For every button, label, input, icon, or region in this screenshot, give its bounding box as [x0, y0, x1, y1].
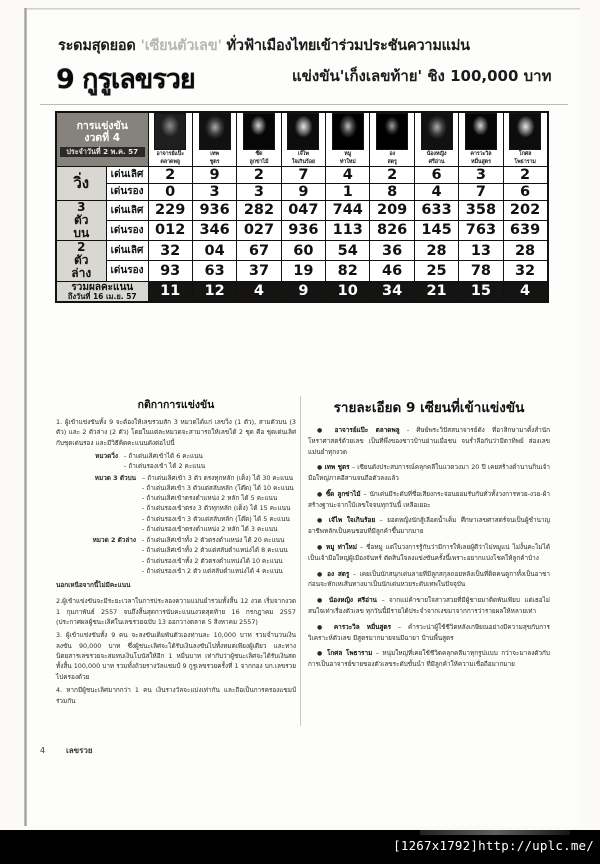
profile-name-1: เทพ ชูตร [324, 463, 350, 472]
player-name-3-line2: ใจเกินร้อย [291, 158, 315, 165]
rule-run-line-0: - ถ้าเด่นเลิศเข้าได้ 6 คะแนน [124, 452, 203, 461]
cell-run-second-3: 9 [281, 183, 325, 200]
rule-group-run [56, 451, 296, 472]
rule-top3-line-5: - ถ้าเด่นรองเข้าตรงตำแหน่ง 2 หลัก ได้ 3 คะแนน [142, 524, 278, 533]
cell-run-main-5: 2 [370, 166, 414, 183]
rule-group-run-label: หมวดวิ่ง [95, 452, 118, 461]
cell-bot2-second-6: 25 [414, 261, 458, 281]
player-name-6-line1: น้องหญิง [426, 151, 447, 157]
total-label-line1: รวมผลคะแนน [71, 281, 134, 293]
player-name-7-line1: คารวะวิล [470, 151, 492, 157]
table-total-row [56, 281, 548, 302]
player-header-1 [192, 112, 236, 166]
cell-run-second-8: 6 [503, 183, 547, 200]
cell-run-main-8: 2 [503, 166, 547, 183]
player-header-5 [370, 112, 414, 166]
player-name-2-line1: ซิ๊ด [255, 151, 263, 157]
rules-section [56, 396, 296, 709]
player-name-8-line2: โพธาราม [514, 158, 536, 165]
cell-total-3: 9 [281, 281, 325, 302]
masthead-tagline-part1: ระดมสุดยอด [58, 38, 141, 54]
player-name-2-line2: ลูกข่าไม้ [249, 158, 269, 165]
profile-name-0: อาจารย์แป๊ะ ตลาดพลู [334, 426, 400, 434]
table-row [56, 220, 548, 240]
cell-top3-main-2: 282 [237, 200, 281, 220]
cell-top3-second-3: 936 [281, 220, 325, 240]
bullet-icon: ● [317, 597, 329, 605]
rule-bot2-line-3: - ถ้าเด่นรองเข้า 2 ตัว แต่สลับตำแหน่งได้ 4 คะแนน [142, 566, 283, 575]
rules-paragraph-3: 3. ผู้เข้าแข่งขันทั้ง 9 คน จะลงขันเดิมพันตัวเองท่านละ 10,000 บาท รวมจำนวนเงินลงขัน 90,000 บาท ซึ่งผู้ชนะเลิศจะได้รับเงินลงขันไปทั้งหมดเพียงผู้เดียว และทางนิตยสารเลขรวยจะสมทบเงินโบนัสให้อีก 1 หมื่นบาท เท่ากับว่าผู้ชนะเลิศจะได้รับเงินสดทั้งสิ้น 100,000 บาท รวมทั้งถ้วยรางวัลแชมป์ 9 กูรูเลขรวยครั้งที่ 1 จากกอง บก.เลขรวยไปครองด้วย [56, 631, 296, 681]
table-row [56, 166, 548, 183]
header-title-date: ประจำวันที่ 2 พ.ค. 57 [60, 147, 145, 157]
profile-text-4: – ชื่อหมู แต่ในวงการรู้กันว่ามีการให้เลยผู้ดีว่าไม่หมูแน่ ไม่งั้นคะไม่ได้เป็นเจ้ามือใหญ่ผู้เมืองจันทร์ ตัดสินใจลงแข่งขันครั้งนี้เพราะอยากแบ่งโชคให้ลูกค้าบ้าง [308, 542, 550, 562]
cell-top3-second-0: 012 [148, 220, 192, 240]
category-label-top3 [56, 200, 106, 241]
profile-name-6: น้องหญิง ศรีอ่าน [328, 596, 377, 605]
cell-bot2-main-3: 60 [281, 241, 325, 261]
profiles-section [308, 396, 550, 675]
scoreboard-table [55, 111, 549, 303]
header-title-line1: การแข่งขัน [76, 120, 128, 133]
cell-top3-main-7: 358 [459, 200, 503, 220]
avatar [287, 113, 319, 150]
category-label-run: วิ่ง [56, 166, 106, 200]
category-label-bot2 [56, 241, 106, 282]
rule-group-top3-label: หมวด 3 ตัวบน [94, 473, 136, 482]
cell-top3-main-1: 936 [192, 200, 236, 220]
rule-group-top3-lines [142, 473, 296, 535]
rules-title: กติกาการแข่งขัน [137, 399, 215, 411]
scan-edge-top [24, 8, 580, 10]
cell-top3-main-3: 047 [281, 200, 325, 220]
cell-bot2-second-4: 82 [326, 261, 370, 281]
table-header-row [56, 112, 548, 166]
cell-top3-second-6: 145 [414, 220, 458, 240]
player-name-5-line1: อง [389, 151, 395, 157]
profile-name-2: ซิ๊ด ลูกข่าไม้ [325, 489, 361, 498]
cell-total-7: 15 [459, 281, 503, 302]
avatar [154, 113, 186, 150]
masthead-tagline-part2: ทั่วฟ้าเมืองไทยเข้าร่วมประชันความแม่น [221, 38, 470, 54]
profile-name-5: อง สตรู [327, 569, 350, 578]
avatar [421, 113, 453, 150]
profile-item-0 [308, 425, 550, 457]
cell-total-2: 4 [237, 281, 281, 302]
avatar [332, 113, 364, 150]
category-bot2-line1: 2 [77, 240, 86, 255]
profile-item-3 [308, 515, 550, 537]
cell-bot2-second-5: 46 [370, 261, 414, 281]
table-row [56, 200, 548, 220]
cell-top3-second-4: 113 [326, 220, 370, 240]
profile-name-4: หมู ท่าใหม่ [326, 542, 357, 551]
player-name-5-line2: สตรู [387, 158, 397, 165]
cell-run-main-2: 2 [237, 166, 281, 183]
bullet-icon: ● [317, 570, 328, 578]
rules-paragraph-2: 2.ผู้เข้าแข่งขันจะมีระยะเวลาในการประลองความแม่นยำรวมทั้งสิ้น 12 งวด เริ่มจากงวด 1 กุมภาพันธ์ 2557 จนถึงสิ้นสุดการนับคะแนนงวดสุดท้าย 16 กรกฎาคม 2557 (ประกาศผลผู้ชนะเลิศในเลขรวยฉบับ 13 ออกวางตลาด 5 สิงหาคม 2557) [56, 597, 296, 626]
column-divider [300, 396, 301, 726]
avatar [465, 113, 497, 150]
bullet-icon: ● [317, 543, 327, 551]
profile-text-7: – คำรวะน่าผู้ใช้ชีวิตหลังเกษียณอย่างมีความสุขกับการวิเคราะห์ตัวเลข มีสูตรมากมายจนมีฉายา ป้านพื้นสูตร [308, 622, 550, 642]
masthead-subtitle: แข่งขัน'เก็งเลขท้าย' ชิง 100,000 บาท [292, 67, 552, 85]
total-label-line2: ถึงวันที่ 16 เม.ย. 57 [67, 291, 137, 301]
avatar [199, 113, 231, 150]
bullet-icon: ● [317, 650, 327, 658]
cell-run-second-0: 0 [148, 183, 192, 200]
rule-top3-line-3: - ถ้าเด่นรองเข้าตรง 3 ตัวทุกหลัก (เต็ง) ได้ 15 คะแนน [142, 504, 291, 513]
category-top3-line3: บน [73, 225, 90, 240]
cell-run-main-6: 6 [414, 166, 458, 183]
player-name-3-line1: เจ๊ไพ [297, 151, 309, 157]
profile-item-4 [308, 542, 550, 564]
cell-run-second-7: 7 [459, 183, 503, 200]
header-title-cell [56, 112, 148, 166]
cell-bot2-main-0: 32 [148, 241, 192, 261]
player-name-1-line2: ชูตร [209, 158, 220, 165]
bullet-icon: ● [317, 623, 334, 631]
player-name-7-line2: หมื่นสูตร [470, 158, 491, 165]
avatar [243, 113, 275, 150]
player-name-4-line2: ท่าใหม่ [339, 158, 356, 165]
sub-label-second: เด่นรอง [106, 220, 148, 240]
player-header-0 [148, 112, 192, 166]
player-name-6-line2: ศรีอ่าน [428, 158, 445, 165]
cell-run-main-0: 2 [148, 166, 192, 183]
player-header-6 [414, 112, 458, 166]
player-header-2 [237, 112, 281, 166]
cell-bot2-second-7: 78 [459, 261, 503, 281]
cell-run-main-1: 9 [192, 166, 236, 183]
bullet-icon: ● [317, 517, 329, 525]
rule-bot2-line-1: - ถ้าเด่นเลิศเข้าทั้ง 2 ตัวแต่สลับตำแหน่งได้ 8 คะแนน [142, 546, 288, 555]
cell-total-6: 21 [414, 281, 458, 302]
cell-bot2-second-1: 63 [192, 261, 236, 281]
cell-bot2-main-6: 28 [414, 241, 458, 261]
profile-item-5 [308, 569, 550, 591]
avatar [376, 113, 408, 150]
cell-top3-main-5: 209 [370, 200, 414, 220]
profile-item-8 [308, 648, 550, 670]
cell-run-main-3: 7 [281, 166, 325, 183]
profile-name-8: โกศล โพธาราม [327, 649, 373, 658]
bullet-icon: ● [317, 490, 326, 498]
cell-top3-main-0: 229 [148, 200, 192, 220]
bullet-icon: ● [317, 464, 325, 472]
profile-text-6: – จากแม่ค้าขายใจสาวสวยที่มีผู้ชายมาติดพันเพียบ แต่เธอไม่สนใจเท่าเรื่องตัวเลข ทุกวันนี้มีรายได้ประจำจากเงขมาจากการว่ารายผลให้หลายเท่า [308, 596, 550, 616]
profile-text-0: - ศิษย์พระวิปัสสนาจารย์ดัง ที่อาสิกษามาตั้งสำนักโหราศาสตร์ด้วยเลข เป็นที่พึ่งของชาวบ้านย่านเมื่อชน จนร่ำลือกันว่ามีตาทิพย์ ส่องเลขแม่นยำทุกงวด [308, 426, 550, 456]
header-title-line2: งวดที่ 4 [84, 132, 121, 145]
rule-bot2-line-0: - ถ้าเด่นเลิศเข้าทั้ง 2 ตัวตรงตำแหน่ง ได้ 20 คะแนน [142, 536, 285, 545]
cell-bot2-main-8: 28 [503, 241, 547, 261]
cell-run-main-7: 3 [459, 166, 503, 183]
rule-top3-line-0: – ถ้าเด่นเลิศเข้า 3 ตัว ตรงทุกหลัก (เต็ง) ได้ 30 คะแนน [142, 473, 293, 482]
profile-text-5: – เคยเป็นนักสนุกเด่นลายที่มีลูกสกุลถอยหลังเป็นที่ติดคนดูกาทั้งเป็นอาชา ก่อนจะหักเหเส้นทางมาเป็นนักเด่นหวยระดับเทพในปัจจุบัน [308, 569, 550, 589]
player-header-8 [503, 112, 547, 166]
masthead-tagline [58, 34, 470, 57]
masthead-divider [40, 104, 568, 105]
cell-top3-second-2: 027 [237, 220, 281, 240]
cell-bot2-second-8: 32 [503, 261, 547, 281]
rules-note: นอกเหนือจากนี้ไม่มีคะแนน [56, 581, 131, 590]
scan-edge-left [24, 8, 27, 826]
cell-total-1: 12 [192, 281, 236, 302]
profile-item-2 [308, 489, 550, 511]
cell-top3-second-5: 826 [370, 220, 414, 240]
cell-bot2-main-4: 54 [326, 241, 370, 261]
masthead [40, 30, 570, 102]
scan-smear [420, 830, 570, 835]
profiles-title: รายละเอียด 9 เซียนที่เข้าแข่งขัน [333, 400, 525, 416]
category-top3-line1: 3 [77, 199, 86, 214]
page-footer [40, 744, 340, 757]
profile-name-7: คารวะวิล หมื่นสูตร [333, 622, 392, 631]
cell-total-5: 34 [370, 281, 414, 302]
cell-bot2-second-3: 19 [281, 261, 325, 281]
rule-top3-line-2: - ถ้าเด่นเลิศเข้าตรงตำแหน่ง 2 หลัก ได้ 5 คะแนน [142, 494, 278, 503]
masthead-logo: 9 กูรูเลขรวย [54, 56, 201, 102]
player-name-0-line2: ตลาดพลู [160, 158, 180, 165]
player-header-7 [459, 112, 503, 166]
rule-group-bot2-lines [142, 535, 296, 576]
cell-run-second-2: 3 [237, 183, 281, 200]
category-bot2-line3: ล่าง [71, 266, 92, 281]
rule-group-run-lines [124, 451, 296, 472]
player-header-3 [281, 112, 325, 166]
sub-label-second: เด่นรอง [106, 261, 148, 281]
profile-text-3: – ยอดหญิงนักสู้เลือดน้ำเค็ม ศึกษาเลขศาสตร์จนเป็นผู้ชำนาญ อาชีพหลักเป็นคนชอบที่มีลูกค้าขึ้นมากมาย [308, 516, 550, 536]
cell-run-second-1: 3 [192, 183, 236, 200]
profile-text-1: – เซียนดังประสบการณ์คลุกคลีในแวดวงมา 20 ปี เคยสร้างตำนานกินเจ้ามือใหญ่ภาคอีสานจนถือตัวลงแล้ว [308, 463, 550, 483]
player-name-0-line1: อาจารย์แป๊ะ [156, 151, 184, 157]
profile-text-8: – หนุ่มใหญ่ที่เคยใช้ชีวิตคลุกคลีมาทุกรูปแบบ กว่าจะมาลงตัวกับการเป็นอาจารย์ขายของตัวเลขระดับขั้นนำ ที่มีลูกค้าให้ความเชื่อถือมากมาย [308, 649, 550, 669]
player-name-1-line1: เทพ [210, 151, 219, 157]
table-row [56, 241, 548, 261]
table-row [56, 261, 548, 281]
rule-group-bot2 [56, 535, 296, 576]
bullet-icon: ● [317, 427, 335, 434]
rule-group-bot2-label: หมวด 2 ตัวล่าง [92, 536, 136, 545]
page-number: 4 [40, 746, 46, 755]
cell-top3-second-7: 763 [459, 220, 503, 240]
cell-top3-main-8: 202 [503, 200, 547, 220]
sub-label-main: เด่นเลิศ [106, 166, 148, 183]
rule-group-top3 [56, 473, 296, 535]
cell-top3-main-4: 744 [326, 200, 370, 220]
cell-top3-second-1: 346 [192, 220, 236, 240]
cell-total-4: 10 [326, 281, 370, 302]
sub-label-second: เด่นรอง [106, 183, 148, 200]
profile-name-3: เจ๊ไพ ใจเกินร้อย [328, 516, 376, 525]
cell-bot2-second-0: 93 [148, 261, 192, 281]
rule-top3-line-1: - ถ้าเด่นเลิศเข้า 3 ตัวแต่สลับหลัก (โต๊ด) ได้ 10 คะแนน [142, 483, 294, 492]
avatar [509, 113, 541, 150]
profile-text-2: – นักเด่นมีระดับที่ชื่อเสียงกระจ่อนยอมรับกันทั่วทั้งวงการหวย-งวย-ผ้า สร้างฐานะจากใบ้เลขใจจนทุกวันนี้ เหลือเยอะ [308, 489, 550, 509]
cell-bot2-main-5: 36 [370, 241, 414, 261]
cell-bot2-main-1: 04 [192, 241, 236, 261]
rule-top3-line-4: - ถ้าเด่นรองเข้า 3 ตัวแต่สลับหลัก (โต๊ด) ได้ 5 คะแนน [142, 514, 290, 523]
rules-paragraph-4: 4. หากมีผู้ชนะเลิศมากกว่า 1 คน เงินรางวัลจะแบ่งเท่ากัน และถือเป็นการครองแชมป์ร่วมกัน [56, 686, 296, 705]
cell-run-second-6: 4 [414, 183, 458, 200]
cell-bot2-main-2: 67 [237, 241, 281, 261]
sub-label-main: เด่นเลิศ [106, 200, 148, 220]
cell-top3-second-8: 639 [503, 220, 547, 240]
cell-total-8: 4 [503, 281, 547, 302]
watermark-text: [1267x1792]http://uplc.me/ [393, 838, 594, 853]
cell-run-main-4: 4 [326, 166, 370, 183]
player-header-4 [326, 112, 370, 166]
cell-top3-main-6: 633 [414, 200, 458, 220]
cell-total-0: 11 [148, 281, 192, 302]
category-bot2-line2: ตัว [73, 253, 89, 268]
player-name-4-line1: หมู [344, 151, 352, 157]
profile-item-6 [308, 595, 550, 617]
masthead-tagline-ghost: 'เซียนตัวเลข' [140, 38, 222, 54]
cell-bot2-main-7: 13 [459, 241, 503, 261]
rule-bot2-line-2: - ถ้าเด่นรองเข้าทั้ง 2 ตัวตรงตำแหน่งได้ 10 คะแนน [142, 556, 283, 565]
rules-paragraph-1: 1. ผู้เข้าแข่งขันทั้ง 9 จะต้องให้เลขรวมสัก 3 หมวดได้แก่ เลขวิ่ง (1 ตัว), สามตัวบน (3 ตัว) และ 2 ตัวล่าง (2 ตัว) โดยในแต่ละหมวดจะสามารถให้เลขได้ 2 ชุด คือ ชุดเด่นเลิศ กับชุดเด่นรอง และมีวิธีคิดคะแนนดังต่อไปนี้ [56, 418, 296, 447]
total-label-cell [56, 281, 148, 302]
sub-label-main: เด่นเลิศ [106, 241, 148, 261]
player-name-8-line1: โกศล [518, 151, 532, 157]
table-row [56, 183, 548, 200]
category-top3-line2: ตัว [73, 212, 89, 227]
cell-bot2-second-2: 37 [237, 261, 281, 281]
cell-run-second-5: 8 [370, 183, 414, 200]
profile-item-1 [308, 462, 550, 484]
cell-run-second-4: 1 [326, 183, 370, 200]
watermark-bar [0, 830, 600, 864]
profile-item-7 [308, 622, 550, 644]
rule-run-line-1: - ถ้าเด่นรองเข้า ได้ 2 คะแนน [124, 462, 206, 471]
publication-name: เลขรวย [66, 746, 93, 755]
